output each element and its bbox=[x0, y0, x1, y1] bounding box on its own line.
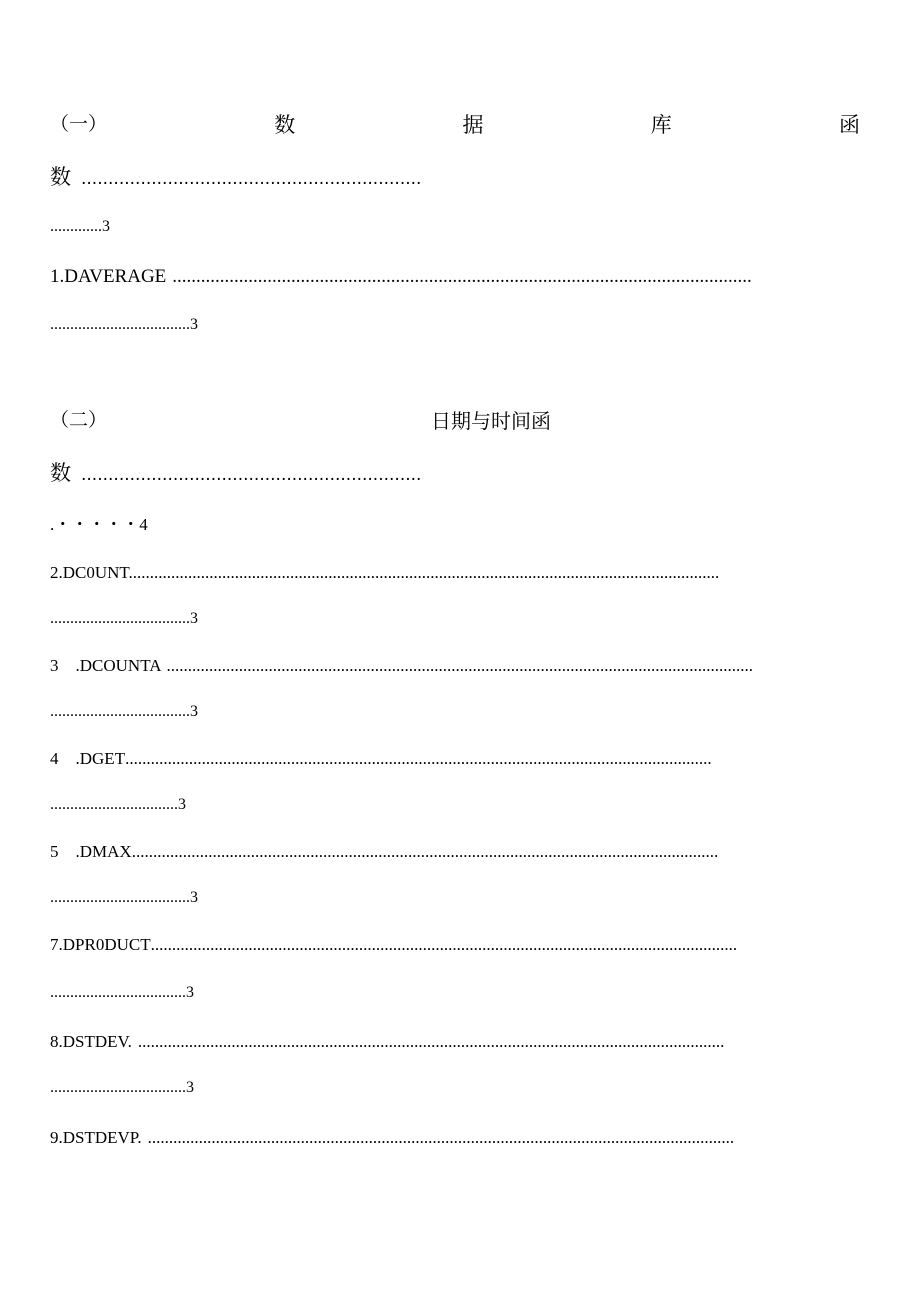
section-2-title: 日期与时间函 bbox=[431, 409, 551, 433]
section-1-leader-dots: ............................................................... bbox=[81, 169, 422, 189]
toc-entry-dstdevp[interactable] bbox=[50, 1126, 860, 1150]
section-2-leader-dots: ............................................................... bbox=[81, 465, 422, 485]
toc-entry-leader-dots: .......................................................................................................................................... bbox=[150, 935, 738, 954]
section-2-page-line: .・・・・・4 bbox=[50, 515, 148, 534]
toc-entry-label: 7.DPR0DUCT bbox=[50, 935, 151, 954]
toc-entry-dmax[interactable] bbox=[50, 840, 860, 864]
section-2-marker: （二） bbox=[50, 410, 108, 431]
toc-entry-dproduct[interactable] bbox=[50, 933, 860, 957]
section-1-page-line: .............3 bbox=[50, 218, 110, 235]
toc-entry-leader-dots: .......................................................................................................................................... bbox=[132, 563, 720, 582]
section-2-wrap-char: 数 bbox=[50, 461, 71, 485]
toc-entry-page-line: ..................................3 bbox=[50, 1079, 194, 1096]
section-1-title-char-4: 函 bbox=[838, 113, 860, 137]
section-1-wrap-line bbox=[50, 165, 860, 189]
section-1-title-char-3: 库 bbox=[650, 113, 672, 137]
toc-entry-leader-dots: .......................................................................................................................................... bbox=[166, 656, 753, 675]
toc-entry-leader-dots: .......................................................................................................................................... bbox=[147, 1128, 735, 1147]
section-1-heading bbox=[50, 113, 860, 137]
toc-entry-dstdev[interactable] bbox=[50, 1030, 860, 1054]
toc-entry-label: 3 .DCOUNTA bbox=[50, 656, 162, 675]
toc-entry-label: 2.DC0UNT. bbox=[50, 563, 133, 582]
toc-entry-leader-dots: .......................................................................................................................................... bbox=[137, 1032, 725, 1051]
section-2-wrap-line bbox=[50, 461, 860, 485]
toc-entry-leader-dots: .......................................................................................................................................... bbox=[125, 749, 712, 768]
toc-entry-page-line: ..................................3 bbox=[50, 984, 194, 1001]
section-1-marker: （一） bbox=[50, 114, 108, 135]
toc-entry-leader-dots: .......................................................................................................................... bbox=[172, 266, 752, 287]
toc-entry-label: 8.DSTDEV. bbox=[50, 1032, 132, 1051]
toc-entry-page-line: ...................................3 bbox=[50, 316, 198, 333]
toc-entry-daverage[interactable] bbox=[50, 265, 860, 289]
section-1-title-char-2: 据 bbox=[462, 113, 484, 137]
toc-entry-page-line: ...................................3 bbox=[50, 610, 198, 627]
section-1-wrap-char: 数 bbox=[50, 165, 71, 189]
toc-entry-label: 5 .DMAX bbox=[50, 842, 132, 861]
toc-entry-dcount[interactable] bbox=[50, 561, 860, 585]
section-1-title-char-1: 数 bbox=[274, 113, 296, 137]
toc-entry-label: 9.DSTDEVP. bbox=[50, 1128, 142, 1147]
toc-entry-dget[interactable] bbox=[50, 747, 860, 771]
toc-entry-label: 4 .DGET bbox=[50, 749, 126, 768]
toc-entry-label: 1.DAVERAGE bbox=[50, 266, 167, 287]
toc-entry-dcounta[interactable] bbox=[50, 654, 860, 678]
toc-entry-leader-dots: .......................................................................................................................................... bbox=[131, 842, 719, 861]
toc-entry-page-line: ...................................3 bbox=[50, 703, 198, 720]
section-2-heading bbox=[50, 409, 860, 433]
toc-entry-page-line: ................................3 bbox=[50, 796, 186, 813]
toc-entry-page-line: ...................................3 bbox=[50, 889, 198, 906]
